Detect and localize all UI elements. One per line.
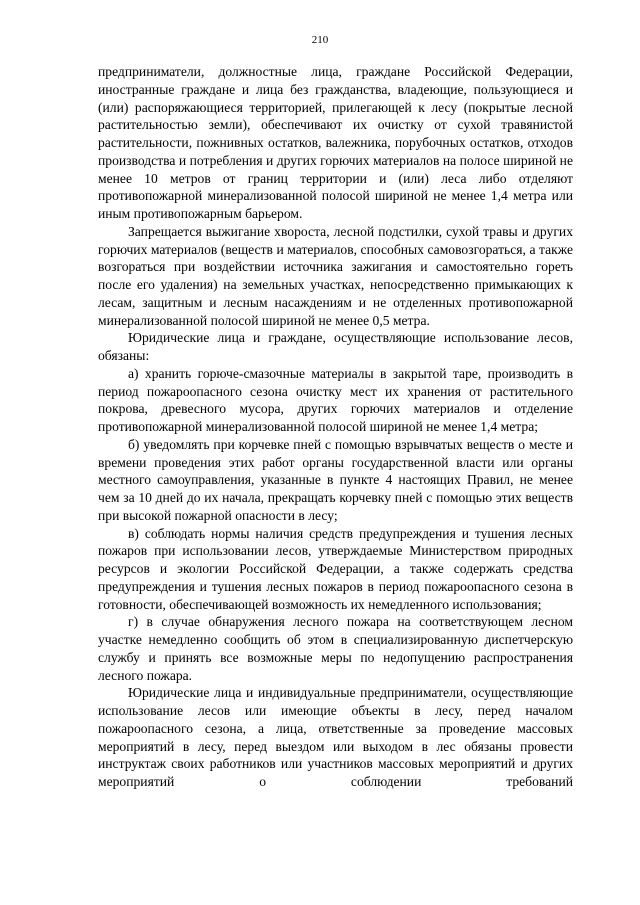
- paragraph: Запрещается выжигание хвороста, лесной подстилки, сухой травы и других горючих материалов (веществ и материалов, способных самовозгораться, а также возгораться при воздействии источника зажигания и самостоятельно гореть после его удаления) на земельных участках, непосредственно примыкающих к лесам, защитным и лесным насаждениям и не отделенных противопожарной минерализованной полосой шириной не менее 0,5 метра.: [98, 223, 573, 328]
- body-text: [98, 63, 573, 791]
- paragraph: предприниматели, должностные лица, граждане Российской Федерации, иностранные граждане и лица без гражданства, владеющие, пользующиеся и (или) распоряжающиеся территорией, прилегающей к лесу (покрытые лесной растительностью земли), обеспечивают их очистку от сухой травянистой растительности, пожнивных остатков, валежника, порубочных остатков, отходов производства и потребления и других горючих материалов на полосе шириной не менее 10 метров от границ территории и (или) леса либо отделяют противопожарной минерализованной полосой шириной не менее 1,4 метра или иным противопожарным барьером.: [98, 64, 573, 221]
- paragraph: в) соблюдать нормы наличия средств предупреждения и тушения лесных пожаров при использовании лесов, утверждаемые Министерством природных ресурсов и экологии Российской Федерации, а также содержать средства предупреждения и тушения лесных пожаров в период пожароопасного сезона в готовности, обеспечивающей возможность их немедленного использования;: [98, 525, 573, 612]
- paragraph: а) хранить горюче-смазочные материалы в закрытой таре, производить в период пожароопасного сезона очистку мест их хранения от растительного покрова, древесного мусора, других горючих материалов и отделение противопожарной минерализованной полосой шириной не менее 1,4 метра;: [98, 365, 573, 434]
- paragraph: Юридические лица и индивидуальные предприниматели, осуществляющие использование лесов или имеющие объекты в лесу, перед началом пожароопасного сезона, а лица, ответственные за проведение массовых мероприятий в лесу, перед выездом или выходом в лес обязаны провести инструктаж своих работников или участников массовых мероприятий и других мероприятий о соблюдении требований: [98, 685, 573, 789]
- paragraph: г) в случае обнаружения лесного пожара на соответствующем лесном участке немедленно сообщить об этом в специализированную диспетчерскую службу и принять все возможные меры по недопущению распространения лесного пожара.: [98, 614, 573, 683]
- paragraph: Юридические лица и граждане, осуществляющие использование лесов, обязаны:: [98, 330, 573, 363]
- paragraph: б) уведомлять при корчевке пней с помощью взрывчатых веществ о месте и времени проведения этих работ органы государственной власти или органы местного самоуправления, указанные в пункте 4 настоящих Правил, не менее чем за 10 дней до их начала, прекращать корчевку пней с помощью этих веществ при высокой пожарной опасности в лесу;: [98, 436, 573, 523]
- page-number: 210: [311, 34, 329, 46]
